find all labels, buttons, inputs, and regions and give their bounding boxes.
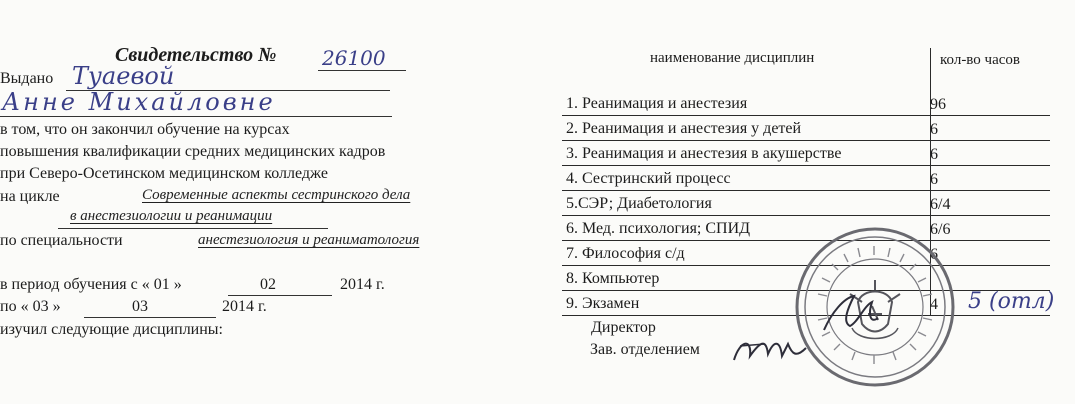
discipline-hours: 6 [930,171,938,188]
discipline-name: 8. Компьютер [566,270,660,287]
cycle-line-2 [58,228,328,229]
text-line-1: в том, что он закончил обучение на курсах [0,121,290,138]
director-label: Директор [591,319,656,336]
specialty-value: анестезиология и реаниматология [198,232,420,248]
exam-grade: 5 (отл) [968,289,1055,314]
issued-label: Выдано [0,70,54,87]
discipline-name: 4. Сестринский процесс [566,170,731,187]
period-to-month: 03 [132,298,148,315]
specialty-label: по специальности [0,232,123,249]
discipline-name: 2. Реанимация и анестезия у детей [566,120,802,137]
discipline-name: 5.СЭР; Диабетология [566,195,712,212]
cycle-label: на цикле [0,188,60,205]
text-line-2: повышения квалификации средних медицинских кадров [0,143,386,160]
table-row [562,92,1050,116]
studied-text: изучил следующие дисциплины: [0,321,223,338]
table-row [562,192,1050,216]
discipline-hours: 6 [930,121,938,138]
period-from-year: 2014 г. [340,276,385,293]
cycle-value-1: Современные аспекты сестринского дела [142,187,411,203]
certificate-number: 26100 [322,46,386,70]
name-underline [0,116,392,117]
signature-director [820,292,880,336]
recipient-surname: Туаевой [72,62,175,90]
head-label: Зав. отделением [590,341,700,358]
period-from-prefix: в период обучения с « 01 » [0,276,182,293]
period-to-year: 2014 г. [222,298,267,315]
discipline-hours: 6 [930,246,938,263]
discipline-name: 9. Экзамен [566,295,640,312]
discipline-hours: 6 [930,146,938,163]
discipline-name: 3. Реанимация и анестезия в акушерстве [566,145,842,162]
certificate-title: Свидетельство № [115,44,277,66]
col-header-discipline: наименование дисциплин [650,50,815,66]
period-from-month: 02 [260,276,276,293]
discipline-hours: 96 [930,96,946,113]
text-line-3: при Северо-Осетинском медицинском колледже [0,165,328,182]
period-to-prefix: по « 03 » [0,298,61,315]
table-row [562,167,1050,191]
table-row [562,117,1050,141]
col-header-hours: кол-во часов [940,52,1020,68]
table-row [562,142,1050,166]
discipline-hours: 6/4 [930,196,951,213]
recipient-name: Анне Михайловне [2,88,276,116]
discipline-hours: 6/6 [930,221,951,238]
to-month-underline [84,317,216,318]
discipline-hours: 4 [930,296,938,313]
discipline-name: 6. Мед. психология; СПИД [566,220,751,237]
from-month-underline [228,295,332,296]
number-underline [318,70,406,71]
cycle-value-2: в анестезиологии и реанимации [70,208,273,224]
discipline-name: 7. Философия с/д [566,245,685,262]
discipline-name: 1. Реанимация и анестезия [566,95,748,112]
